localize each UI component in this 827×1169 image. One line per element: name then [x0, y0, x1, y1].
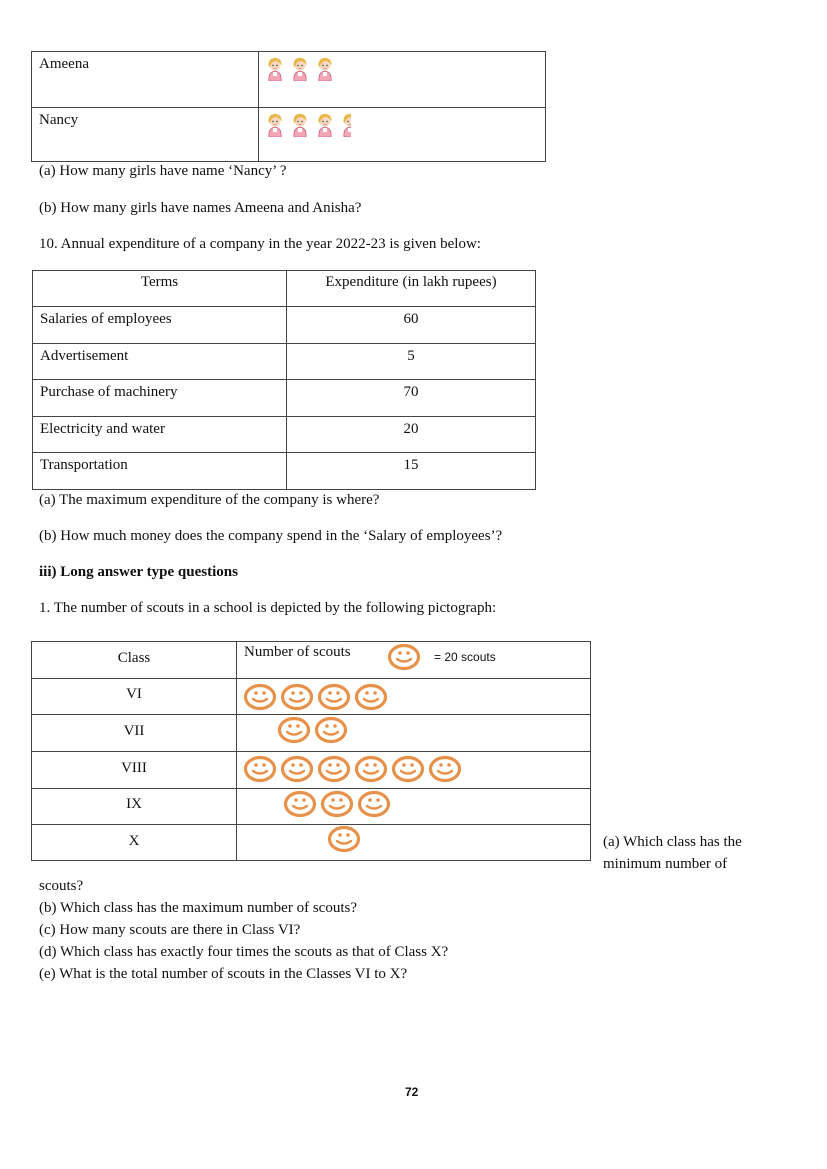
- class-cell: VI: [126, 686, 142, 702]
- smiley-icon: [357, 790, 391, 818]
- question-9a: (a) How many girls have name ‘Nancy’ ?: [39, 163, 287, 179]
- smiley-icon: [327, 825, 361, 853]
- table-row: [32, 52, 546, 108]
- girl-icons: [259, 52, 545, 81]
- smiley-icon: [283, 790, 317, 818]
- legend-text: = 20 scouts: [434, 650, 496, 664]
- smiley-icon: [280, 755, 314, 783]
- girl-icon: [290, 111, 310, 137]
- header-terms: Terms: [140, 274, 179, 290]
- scout-icons: [237, 825, 590, 853]
- term-cell: Electricity and water: [40, 421, 165, 437]
- table-row: [32, 825, 591, 861]
- girl-icon: [315, 55, 335, 81]
- smiley-icon: [243, 755, 277, 783]
- table-row: [32, 108, 546, 162]
- term-cell: Transportation: [40, 457, 128, 473]
- value-cell: 20: [403, 421, 419, 437]
- term-cell: Advertisement: [40, 348, 129, 364]
- question-9b: (b) How many girls have names Ameena and Anisha?: [39, 200, 362, 216]
- girl-icon: [290, 55, 310, 81]
- girl-icons: [259, 108, 545, 137]
- table-row: [32, 789, 591, 825]
- girl-name: Ameena: [39, 56, 89, 72]
- table-row: [33, 453, 536, 490]
- scout-icons: [237, 789, 590, 818]
- smiley-icon: [354, 683, 388, 711]
- scouts-pictograph-table: [31, 641, 591, 861]
- smiley-icon: [280, 683, 314, 711]
- section-heading: iii) Long answer type questions: [39, 564, 238, 580]
- question-1a-line3: scouts?: [39, 878, 84, 894]
- header-number-of-scouts: Number of scouts: [244, 644, 351, 660]
- term-cell: Salaries of employees: [40, 311, 172, 327]
- class-cell: VIII: [121, 760, 147, 776]
- term-cell: Purchase of machinery: [40, 384, 178, 400]
- smiley-icon: [391, 755, 425, 783]
- value-cell: 70: [403, 384, 419, 400]
- girls-pictograph-table: [31, 51, 546, 162]
- smiley-icon: [320, 790, 354, 818]
- header-expenditure: Expenditure (in lakh rupees): [325, 274, 497, 290]
- table-header-row: [32, 642, 591, 679]
- table-row: [33, 307, 536, 344]
- scout-icons: [237, 752, 590, 783]
- scout-icons: [237, 679, 590, 711]
- question-10a: (a) The maximum expenditure of the company is where?: [39, 492, 380, 508]
- smiley-icon: [317, 683, 351, 711]
- smiley-icon: [317, 755, 351, 783]
- legend-smiley-icon: [387, 643, 424, 671]
- table-row: [33, 380, 536, 417]
- question-10-title: 10. Annual expenditure of a company in the year 2022-23 is given below:: [39, 236, 481, 252]
- long-question-1-title: 1. The number of scouts in a school is depicted by the following pictograph:: [39, 600, 497, 616]
- class-cell: VII: [123, 723, 145, 739]
- smiley-icon: [354, 755, 388, 783]
- girl-icon: [315, 111, 335, 137]
- girl-icon: [265, 111, 285, 137]
- table-header-row: [33, 271, 536, 307]
- girl-icon: [265, 55, 285, 81]
- question-1c: (c) How many scouts are there in Class VI?: [39, 922, 301, 938]
- table-row: [32, 752, 591, 789]
- smiley-icon: [387, 643, 421, 671]
- question-1a-line1: (a) Which class has the: [603, 834, 742, 850]
- question-1a-line2: minimum number of: [603, 856, 728, 872]
- smiley-icon: [243, 683, 277, 711]
- value-cell: 5: [407, 348, 415, 364]
- expenditure-table: [32, 270, 536, 490]
- girl-name: Nancy: [39, 112, 79, 128]
- table-row: [33, 344, 536, 380]
- smiley-icon: [277, 716, 311, 744]
- value-cell: 15: [403, 457, 419, 473]
- table-row: [33, 417, 536, 453]
- girl-icon-half: [340, 111, 351, 137]
- smiley-icon: [314, 716, 348, 744]
- question-1d: (d) Which class has exactly four times the scouts as that of Class X?: [39, 944, 449, 960]
- class-cell: X: [128, 833, 140, 849]
- value-cell: 60: [403, 311, 419, 327]
- question-1e: (e) What is the total number of scouts in the Classes VI to X?: [39, 966, 408, 982]
- smiley-icon: [428, 755, 462, 783]
- class-cell: IX: [126, 796, 142, 812]
- table-row: [32, 715, 591, 752]
- page-number: 72: [405, 1085, 419, 1099]
- header-class: Class: [117, 650, 151, 666]
- scout-icons: [237, 715, 590, 744]
- table-row: [32, 679, 591, 715]
- question-10b: (b) How much money does the company spend in the ‘Salary of employees’?: [39, 528, 503, 544]
- question-1b: (b) Which class has the maximum number of scouts?: [39, 900, 357, 916]
